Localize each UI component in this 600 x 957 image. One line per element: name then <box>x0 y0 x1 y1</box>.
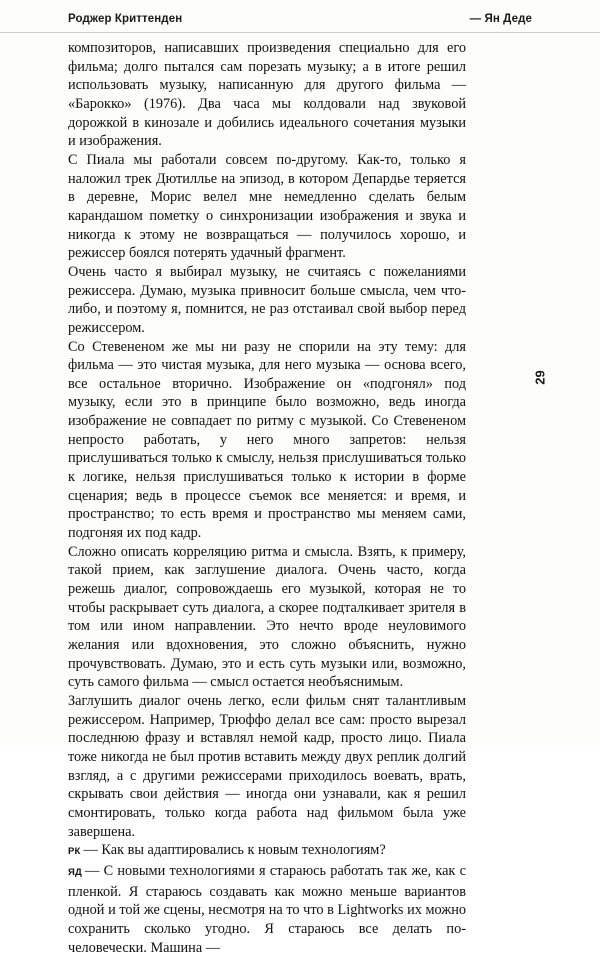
paragraph: Сложно описать корреляцию ритма и смысла. Взять, к примеру, такой прием, как заглушение диалога. Очень часто, когда режешь диалог, сопровождаешь его музыкой, которая не то чтобы раскрывает суть диалога, а скорее подталкивает зрителя в том или ином направлении. Это нечто вроде неуловимого желания или вдохновения, это сложно объяснить, нужно прочувствовать. Думаю, это и есть суть музыки или, возможно, суть самого фильма — смысл остается необъяснимым. <box>68 543 466 691</box>
paragraph: композиторов, написавших произведения специально для его фильма; долго пытался сам порезать музыку; а в итоге решил использовать музыку, написанную для другого фильма — «Барокко» (1976). Два часа мы колдовали над звуковой дорожкой в кинозале и добились идеального сочетания музыки и изображения. <box>68 40 466 150</box>
body-text <box>68 39 466 957</box>
running-head-subject: — Ян Деде <box>469 13 532 25</box>
page-number: 29 <box>532 370 548 385</box>
speaker-label: ЯД <box>68 866 82 878</box>
question-text: — Как вы адаптировались к новым технологиям? <box>83 842 386 859</box>
speaker-label: РК <box>68 846 81 858</box>
interview-answer <box>68 862 466 957</box>
paragraph: Заглушить диалог очень легко, если фильм снят талантливым режиссером. Например, Трюффо делал все сам: просто вырезал последнюю фразу и вставлял немой кадр, просто лицо. Пиала тоже никогда не был против вставить между двух реплик долгий взгляд, а с другими режиссерами приходилось воевать, врать, скрывать свои действия — иногда они узнавали, как я решил смонтировать, только когда работа над фильмом была уже завершена. <box>68 692 466 840</box>
header-rule <box>0 32 600 33</box>
paragraph: Со Стевененом же мы ни разу не спорили на эту тему: для фильма — это чистая музыка, для него музыка — основа всего, все остальное вторично. Изображение он «подгонял» под музыку, если это в принципе было возможно, ведь иногда изображение не совпадает по ритму с музыкой. Со Стевененом непросто работать, у него много запретов: нельзя прислушиваться только к смыслу, нельзя прислушиваться только к логике, нельзя прислушиваться только к истории в форме сценария; ведь в процессе съемок все меняется: и время, и пространство; то есть время и пространство мы меняем сами, подгоняя их под кадр. <box>68 338 466 542</box>
paragraph: С Пиала мы работали совсем по-другому. Как-то, только я наложил трек Дютилльe на эпизод, в котором Депардье теряется в деревне, Морис велел мне немедленно сделать белым карандашом пометку о синхронизации изображения и звука и никогда к этому не возвращаться — получилось хорошо, и режиссер боялся потерять удачный фрагмент. <box>68 151 466 262</box>
interview-question <box>68 841 466 862</box>
answer-text: — С новыми технологиями я стараюсь работать так же, как с пленкой. Я стараюсь создавать как можно меньше вариантов одной и той же сцены, несмотря на то что в Lightworks их можно сохранить сколько угодно. Я стараюсь все делать по-человечески. Машина — <box>68 862 466 956</box>
running-head-author: Роджер Криттенден <box>68 13 183 25</box>
paragraph: Очень часто я выбирал музыку, не считаясь с пожеланиями режиссера. Думаю, музыка привносит больше смысла, чем что-либо, и поэтому я, помнится, не раз отстаивал свой выбор перед режиссером. <box>68 263 466 336</box>
